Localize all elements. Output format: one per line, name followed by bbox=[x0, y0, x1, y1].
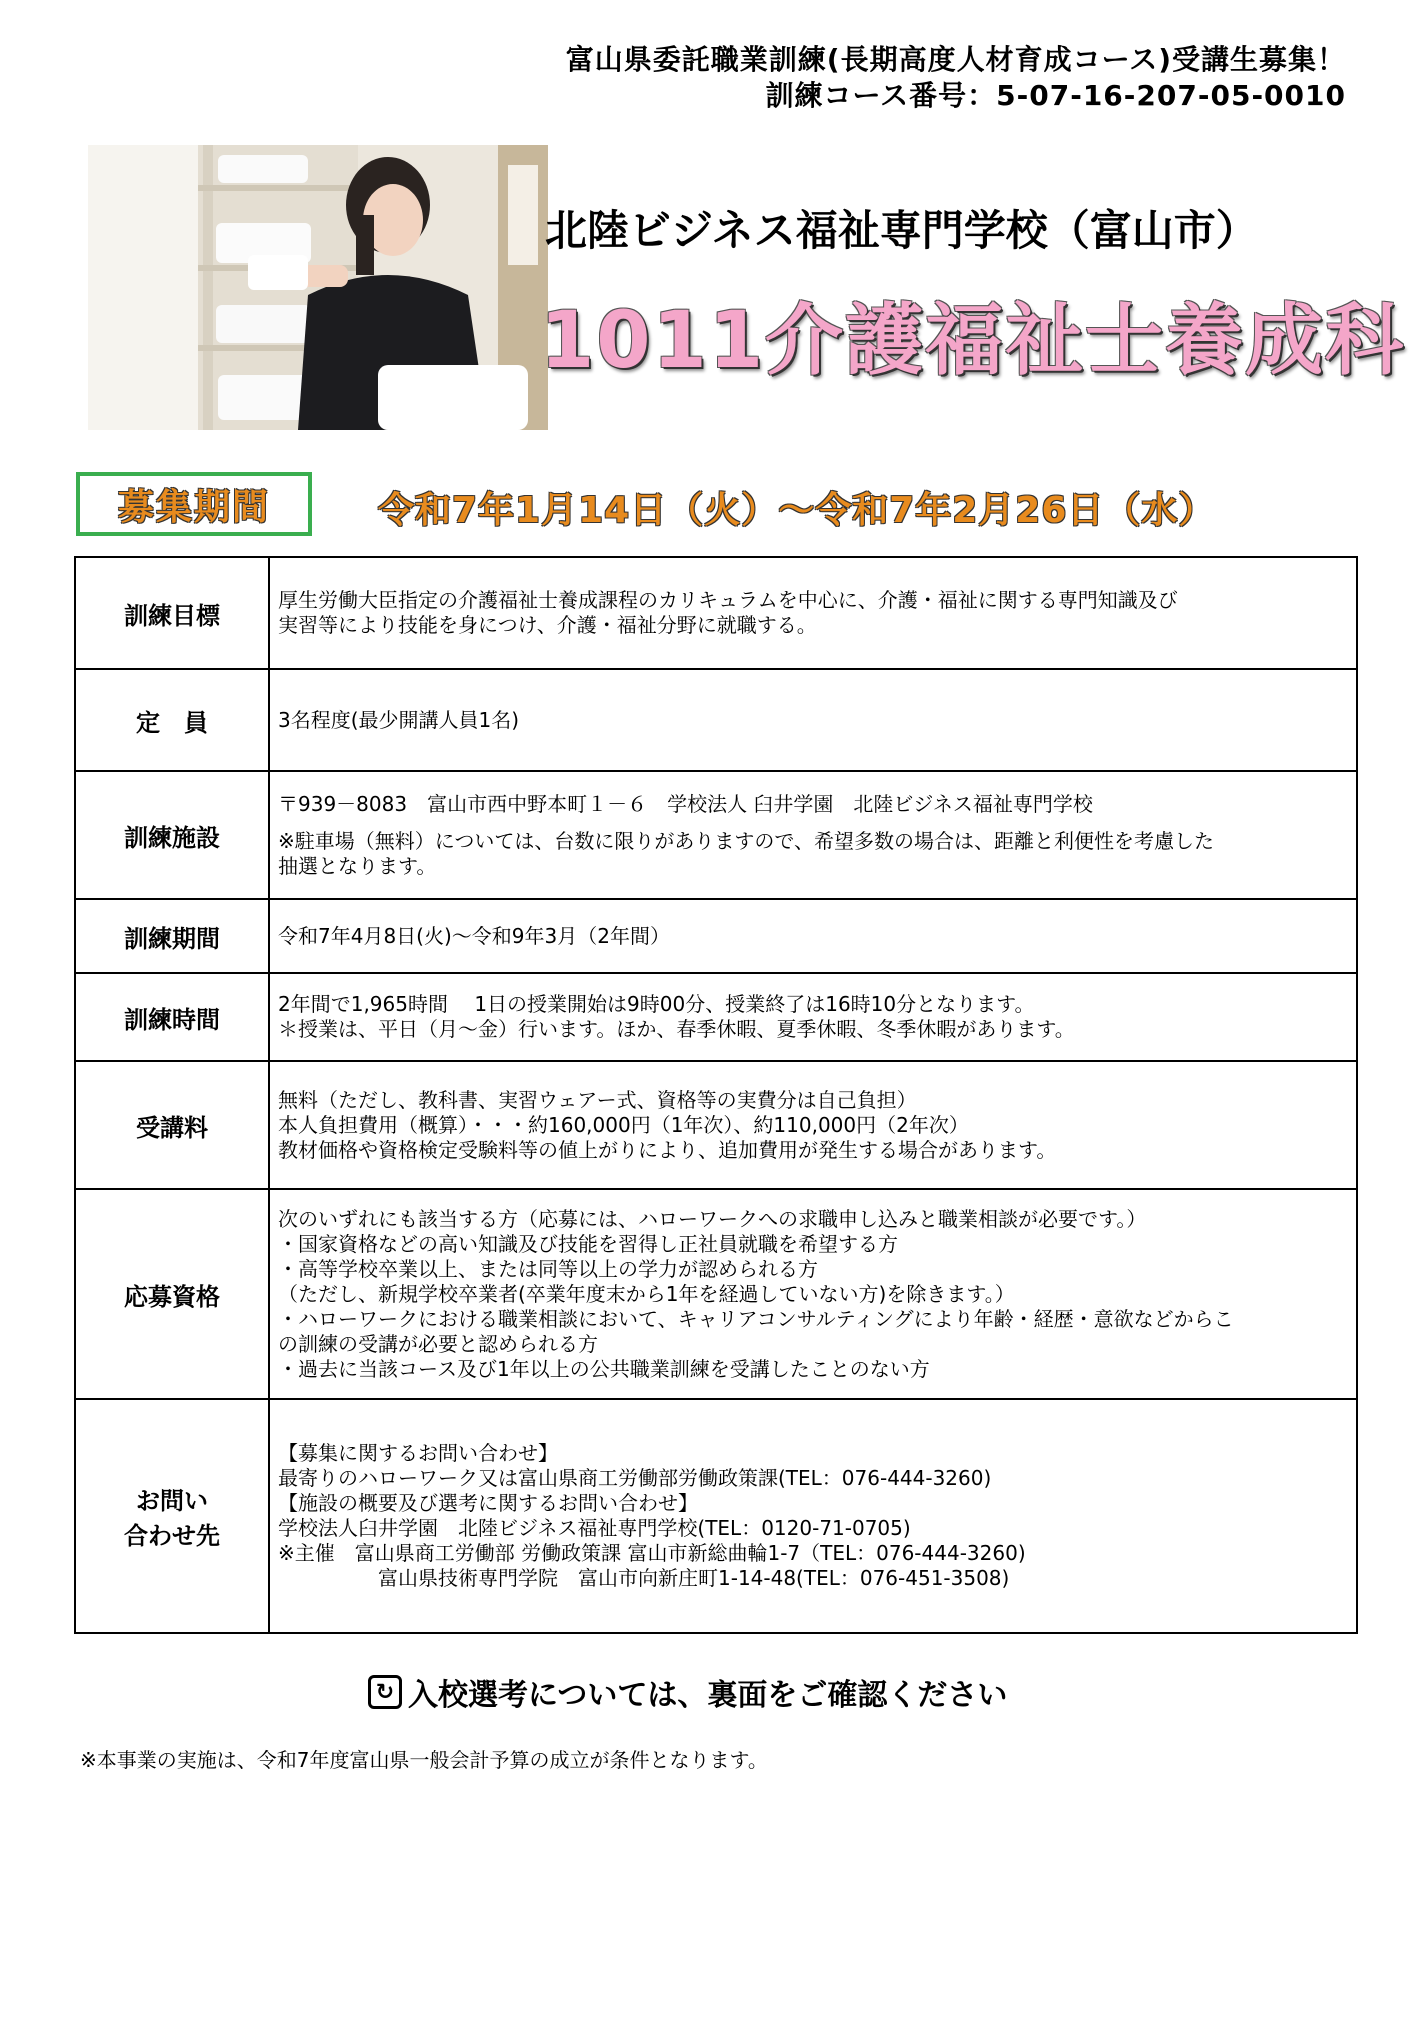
recruitment-period-box bbox=[76, 472, 312, 536]
school-name: 北陸ビジネス福祉専門学校（富山市） bbox=[545, 206, 1258, 255]
contact-line: 【施設の概要及び選考に関するお問い合わせ】 bbox=[278, 1491, 698, 1515]
table-row-capacity bbox=[75, 669, 1357, 771]
notice bbox=[368, 1670, 1007, 1714]
table-row-hours bbox=[75, 973, 1357, 1061]
course-title: 1011介護福祉士養成科 bbox=[540, 296, 1406, 386]
eligibility-value bbox=[269, 1189, 1357, 1399]
contact-line: 【募集に関するお問い合わせ】 bbox=[278, 1441, 558, 1465]
hours-label: 訓練時間 bbox=[75, 973, 269, 1061]
facility-value bbox=[269, 771, 1357, 899]
turn-page-icon: ↻ bbox=[368, 1675, 402, 1709]
footnote: ※本事業の実施は、令和7年度富山県一般会計予算の成立が条件となります。 bbox=[80, 1748, 768, 1772]
contact-line: ※主催 富山県商工労働部 労働政策課 富山市新総曲輪1-7（TEL：076-444-3260) bbox=[278, 1541, 1026, 1565]
table-row-eligibility bbox=[75, 1189, 1357, 1399]
recruitment-period-label: 募集期間 bbox=[117, 486, 270, 528]
facility-note: 抽選となります。 bbox=[278, 853, 437, 878]
contact-line: 最寄りのハローワーク又は富山県商工労働部労働政策課(TEL：076-444-3260) bbox=[278, 1466, 992, 1490]
course-info-table bbox=[74, 556, 1358, 1634]
course-number: 訓練コース番号：5-07-16-207-05-0010 bbox=[765, 79, 1346, 112]
contact-line: 学校法人臼井学園 北陸ビジネス福祉専門学校(TEL：0120-71-0705) bbox=[278, 1516, 911, 1540]
fee-label: 受講料 bbox=[75, 1061, 269, 1189]
recruitment-period-value: 令和7年1月14日（火）～令和7年2月26日（水） bbox=[378, 490, 1216, 531]
capacity-label: 定 員 bbox=[75, 669, 269, 771]
eligibility-line: ・国家資格などの高い知識及び技能を習得し正社員就職を希望する方 bbox=[278, 1231, 898, 1256]
hours-value bbox=[269, 973, 1357, 1061]
facility-address: 〒939－8083 富山市西中野本町１－６ 学校法人 臼井学園 北陸ビジネス福祉専門学校 bbox=[278, 791, 1093, 816]
facility-note: ※駐車場（無料）については、台数に限りがありますので、希望多数の場合は、距離と利便性を考慮した bbox=[278, 828, 1214, 853]
eligibility-line: ・高等学校卒業以上、または同等以上の学力が認められる方 bbox=[278, 1256, 818, 1281]
table-row-goal bbox=[75, 557, 1357, 669]
hours-line: ＊授業は、平日（月～金）行います。ほか、春季休暇、夏季休暇、冬季休暇があります。 bbox=[278, 1017, 1075, 1041]
eligibility-label: 応募資格 bbox=[75, 1189, 269, 1399]
goal-line: 厚生労働大臣指定の介護福祉士養成課程のカリキュラムを中心に、介護・福祉に関する専門知識及び bbox=[278, 588, 1178, 612]
eligibility-line: （ただし、新規学校卒業者(卒業年度末から1年を経過していない方)を除きます。） bbox=[278, 1281, 1015, 1306]
table-row-fee bbox=[75, 1061, 1357, 1189]
hours-line: 2年間で1,965時間 1日の授業開始は9時00分、授業終了は16時10分となります。 bbox=[278, 992, 1035, 1016]
facility-label: 訓練施設 bbox=[75, 771, 269, 899]
contact-line: 富山県技術専門学院 富山市向新庄町1-14-48(TEL：076-451-3508) bbox=[278, 1566, 1010, 1590]
caregiver-photo bbox=[88, 145, 548, 430]
fee-line: 本人負担費用（概算）・・・約160,000円（1年次）、約110,000円（2年次） bbox=[278, 1112, 969, 1137]
table-row-contact bbox=[75, 1399, 1357, 1633]
eligibility-line: ・ハローワークにおける職業相談において、キャリアコンサルティングにより年齢・経歴・意欲などからこ bbox=[278, 1306, 1234, 1331]
contact-label-line: 合わせ先 bbox=[124, 1522, 220, 1550]
table-row-facility bbox=[75, 771, 1357, 899]
period-value bbox=[269, 899, 1357, 973]
fee-value bbox=[269, 1061, 1357, 1189]
fee-line: 教材価格や資格検定受験料等の値上がりにより、追加費用が発生する場合があります。 bbox=[278, 1137, 1057, 1162]
fee-line: 無料（ただし、教科書、実習ウェアー式、資格等の実費分は自己負担） bbox=[278, 1087, 917, 1112]
capacity-line: 3名程度(最少開講人員1名) bbox=[278, 707, 520, 732]
period-line: 令和7年4月8日(火)～令和9年3月（2年間） bbox=[278, 923, 670, 948]
goal-label: 訓練目標 bbox=[75, 557, 269, 669]
period-label: 訓練期間 bbox=[75, 899, 269, 973]
eligibility-line: 次のいずれにも該当する方（応募には、ハローワークへの求職申し込みと職業相談が必要です。） bbox=[278, 1206, 1147, 1231]
contact-label-line: お問い bbox=[136, 1487, 208, 1515]
capacity-value bbox=[269, 669, 1357, 771]
notice-text: 入校選考については、裏面をご確認ください bbox=[408, 1678, 1008, 1713]
eligibility-line: の訓練の受講が必要と認められる方 bbox=[278, 1331, 598, 1356]
contact-value bbox=[269, 1399, 1357, 1633]
goal-line: 実習等により技能を身につけ、介護・福祉分野に就職する。 bbox=[278, 613, 817, 637]
goal-value bbox=[269, 557, 1357, 669]
header-title: 富山県委託職業訓練(長期高度人材育成コース)受講生募集！ bbox=[565, 43, 1346, 76]
eligibility-line: ・過去に当該コース及び1年以上の公共職業訓練を受講したことのない方 bbox=[278, 1356, 930, 1381]
table-row-period bbox=[75, 899, 1357, 973]
contact-label bbox=[75, 1399, 269, 1633]
